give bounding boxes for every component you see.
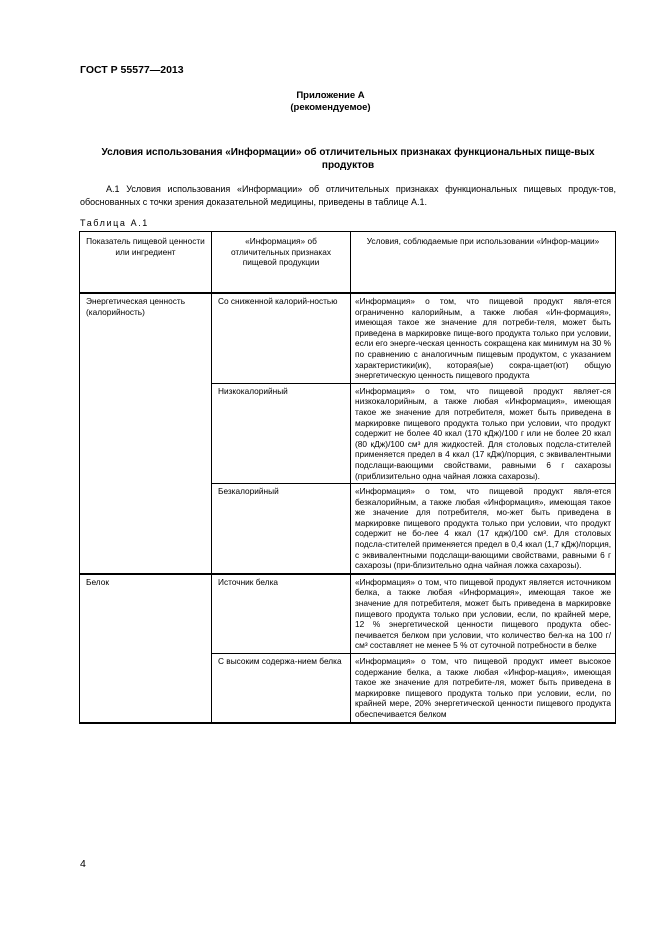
header-indicator: Показатель пищевой ценности или ингредиент: [80, 232, 212, 294]
cell-conditions: «Информация» о том, что пищевой продукт явля-ется безкалорийным, а также любая «Информация», имеющая такое же значение для потребителя, мо-жет быть приведена в маркировке пищевого продукта только при условии, что продукт содержит не бо-лее 4 ккал (17 кдж)/100 см³. Для столовых подсла-стителей применяется предел в 0,4 ккал (1,7 кДж)/порция, с эквивалентными подслащи-вающими свойствами, равными 6 г сахарозы (при-близительно одна чайная ложка сахарозы).: [351, 484, 616, 574]
cell-indicator: Белок: [80, 574, 212, 654]
table-row: [80, 574, 616, 654]
page-number: 4: [80, 858, 86, 870]
cell-conditions: «Информация» о том, что пищевой продукт явля-ется ограниченно калорийным, а также любая «Ин-формация», имеющая такое же значение для потреби-теля, может быть приведена в маркировке пище-вого продукта только при условии, если его энерге-ческая ценность сокращена как минимум на 30 % по сравнению с аналогичным пищевым продуктом, с указанием характеристики(ик), которая(ые) сокра-щает(ют) общую энергетическую ценность пищевого продукта: [351, 293, 616, 383]
cell-info: Безкалорийный: [212, 484, 351, 574]
cell-conditions: «Информация» о том, что пищевой продукт имеет высокое содержание белка, а также любая «Инфор-мация», имеющая такое же значение для потребите-ля, может быть приведена в маркировке пищевого продукта только при условии, если, по крайней мере, 20% энергетической ценности пищевого продукта обеспечивается белком: [351, 654, 616, 723]
table-row: [80, 293, 616, 383]
table-row: [80, 383, 616, 483]
appendix-heading: [0, 90, 661, 114]
cell-indicator: Энергетическая ценность (калорийность): [80, 293, 212, 383]
table-row: [80, 654, 616, 723]
cell-info: С высоким содержа-нием белка: [212, 654, 351, 723]
table-header-row: [80, 232, 616, 294]
appendix-name: Приложение А: [296, 90, 365, 101]
appendix-type: (рекомендуемое): [290, 102, 371, 113]
standard-designation: ГОСТ Р 55577—2013: [80, 64, 184, 76]
cell-indicator: [80, 484, 212, 574]
cell-info: Низкокалорийный: [212, 383, 351, 483]
table-row: [80, 484, 616, 574]
cell-info: Со сниженной калорий-ностью: [212, 293, 351, 383]
cell-indicator: [80, 383, 212, 483]
cell-conditions: «Информация» о том, что пищевой продукт является источником белка, а также любая «Информация», имеющая такое же значение для потребителя, может быть приведена в маркировке пищевого продукта только при условии, если, по крайней мере, 12 % энергетической ценности пищевого продукта обес-печивается белком при условии, что количество бел-ка на 100 г/см³ составляет не менее 5 % от суточной потребности в белке: [351, 574, 616, 654]
table-caption: Таблица А.1: [80, 218, 149, 228]
intro-paragraph: А.1 Условия использования «Информации» об отличительных признаках функциональных пищевых продук-тов, обоснованных с точки зрения доказательной медицины, приведены в таблице А.1.: [80, 184, 616, 207]
cell-conditions: «Информация» о том, что пищевой продукт являет-ся низкокалорийным, а также любая «Информация», имеющая такое же значение для потребителя, может быть приведена в маркировке пищевого продукта только при условии, что продукт содержит не более 40 ккал (170 кДж)/100 г или не более 20 ккал (80 кДж)/100 см³ для жидкостей. Для столовых подсла-стителей применяется предел в 4 ккал (17 кДж)/порция, с эквивалентными подслащи-вающими свойствами, равными 6 г сахарозы (приблизительно одна чайная ложка сахарозы).: [351, 383, 616, 483]
header-conditions: Условия, соблюдаемые при использовании «Инфор-мации»: [351, 232, 616, 294]
cell-info: Источник белка: [212, 574, 351, 654]
conditions-table: [79, 231, 616, 724]
cell-indicator: [80, 654, 212, 723]
section-title: Условия использования «Информации» об отличительных признаках функциональных пище-вых продуктов: [101, 147, 595, 171]
header-info: «Информация» об отличительных признаках пищевой продукции: [212, 232, 351, 294]
